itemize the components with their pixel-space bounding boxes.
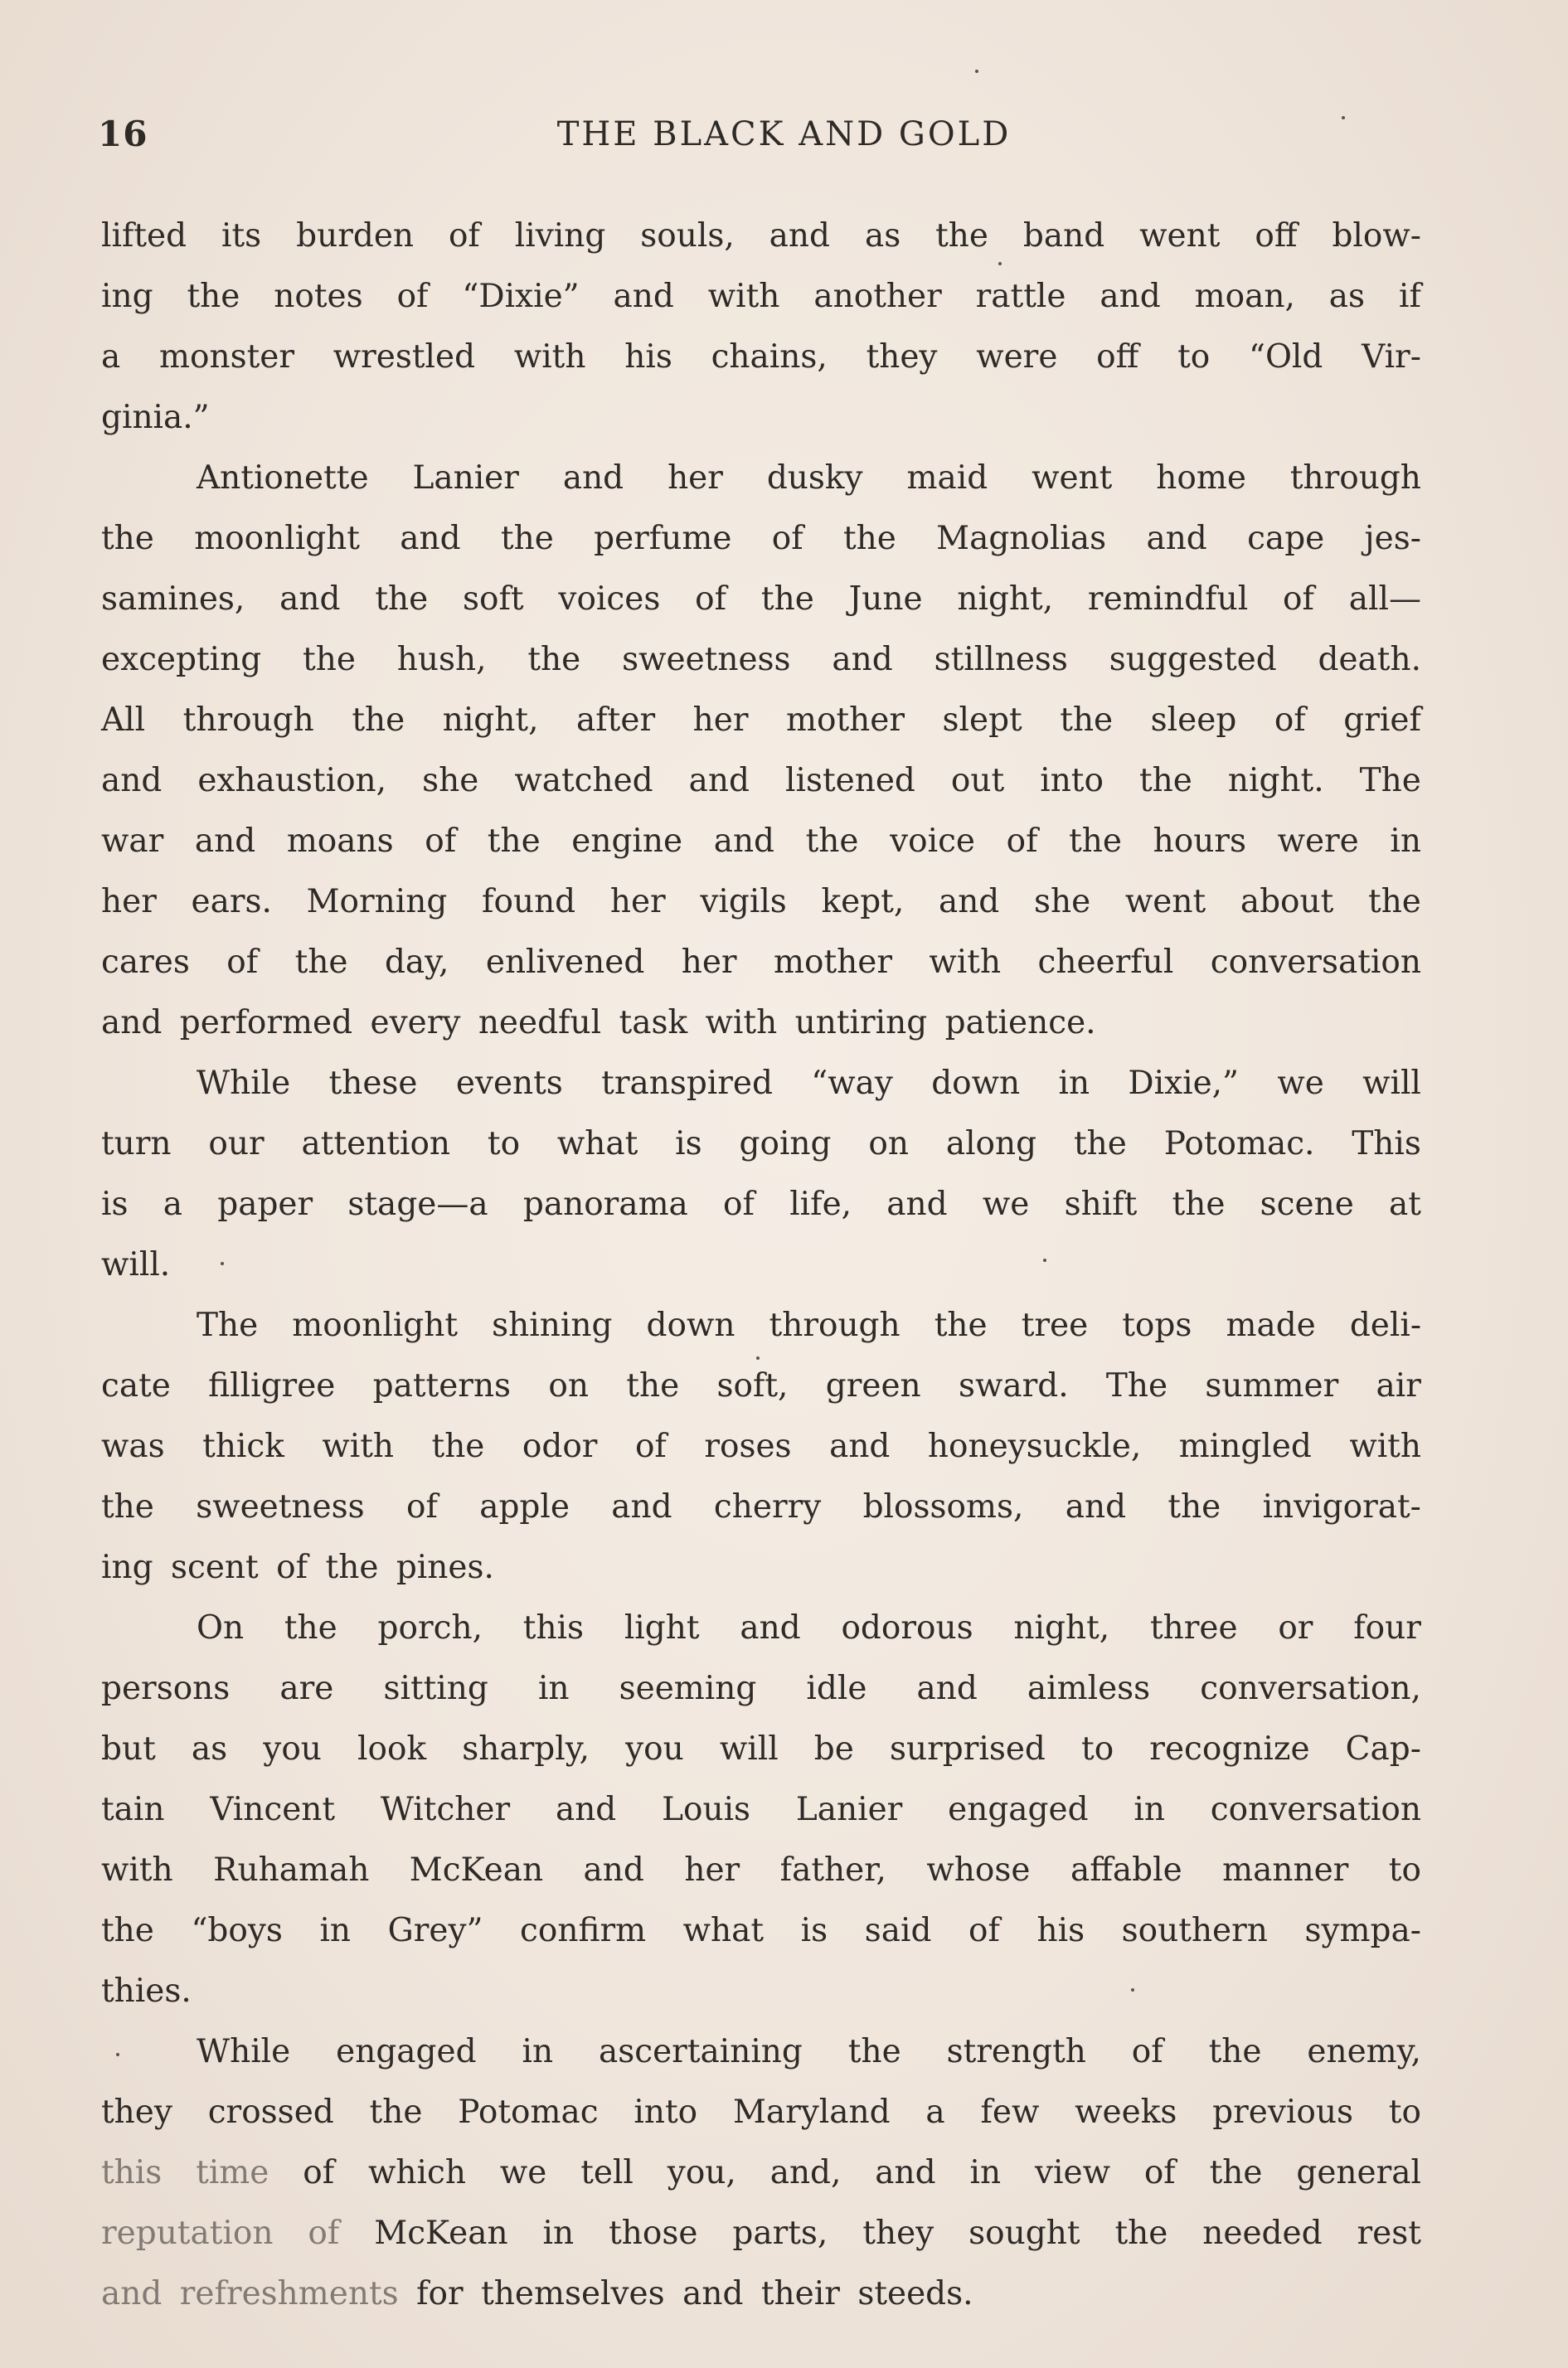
paper-speck: [756, 1356, 760, 1360]
text-line: ing scent of the pines.: [101, 1549, 494, 1586]
paper-speck: [116, 2053, 119, 2056]
text-line: tain Vincent Witcher and Louis Lanier engaged in conversation: [101, 1791, 1421, 1828]
text-line: the moonlight and the perfume of the Magnolias and cape jes-: [101, 520, 1421, 557]
text-line: the sweetness of apple and cherry blossoms, and the invigorat-: [101, 1488, 1421, 1526]
text-line: and performed every needful task with untiring patience.: [101, 1004, 1096, 1041]
text-line: was thick with the odor of roses and honeysuckle, mingled with: [101, 1428, 1421, 1465]
page-number: 16: [98, 114, 148, 154]
text-line: Antionette Lanier and her dusky maid went home through: [197, 459, 1421, 497]
paper-speck: [1131, 1988, 1134, 1992]
text-line: While these events transpired “way down in Dixie,” we will: [197, 1065, 1421, 1102]
text-line: and exhaustion, she watched and listened out into the night. The: [101, 762, 1421, 799]
text-line: cate filligree patterns on the soft, green sward. The summer air: [101, 1367, 1421, 1405]
text-line: will.: [101, 1246, 171, 1283]
text-line: turn our attention to what is going on along the Potomac. This: [101, 1125, 1421, 1162]
text-line: is a paper stage—a panorama of life, and we shift the scene at: [101, 1186, 1421, 1223]
text-line: On the porch, this light and odorous night, three or four: [197, 1609, 1421, 1647]
text-line: with Ruhamah McKean and her father, whose affable manner to: [101, 1851, 1421, 1889]
text-body: [101, 206, 1421, 2324]
text-line: but as you look sharply, you will be surprised to recognize Cap-: [101, 1730, 1421, 1768]
text-line: a monster wrestled with his chains, they were off to “Old Vir-: [101, 338, 1421, 376]
paper-speck: [221, 1262, 224, 1265]
text-line: All through the night, after her mother slept the sleep of grief: [101, 701, 1421, 739]
text-line: lifted its burden of living souls, and as the band went off blow-: [101, 217, 1421, 255]
text-line: The moonlight shining down through the tree tops made deli-: [197, 1307, 1421, 1344]
text-line: samines, and the soft voices of the June night, remindful of all—: [101, 580, 1421, 618]
text-line: persons are sitting in seeming idle and aimless conversation,: [101, 1670, 1421, 1707]
text-line: cares of the day, enlivened her mother with cheerful conversation: [101, 944, 1421, 981]
text-line: reputation of McKean in those parts, they sought the needed rest: [101, 2215, 1421, 2252]
book-title: THE BLACK AND GOLD: [556, 115, 1012, 153]
text-line: ginia.”: [101, 399, 210, 436]
paper-speck: [1342, 116, 1345, 119]
text-line: ing the notes of “Dixie” and with another rattle and moan, as if: [101, 278, 1421, 315]
text-line: they crossed the Potomac into Maryland a few weeks previous to: [101, 2094, 1421, 2131]
text-line: excepting the hush, the sweetness and stillness suggested death.: [101, 641, 1421, 678]
text-line: her ears. Morning found her vigils kept, and she went about the: [101, 883, 1421, 920]
paper-speck: [1043, 1259, 1046, 1262]
paper-speck: [998, 262, 1002, 265]
text-line: thies.: [101, 1973, 192, 2010]
text-line: While engaged in ascertaining the strength of the enemy,: [197, 2033, 1421, 2070]
paper-speck: [975, 70, 978, 73]
text-line: war and moans of the engine and the voice of the hours were in: [101, 822, 1421, 860]
text-line: this time of which we tell you, and, and in view of the general: [101, 2154, 1421, 2191]
text-line: the “boys in Grey” confirm what is said of his southern sympa-: [101, 1912, 1421, 1949]
text-line: and refreshments for themselves and their steeds.: [101, 2275, 973, 2312]
